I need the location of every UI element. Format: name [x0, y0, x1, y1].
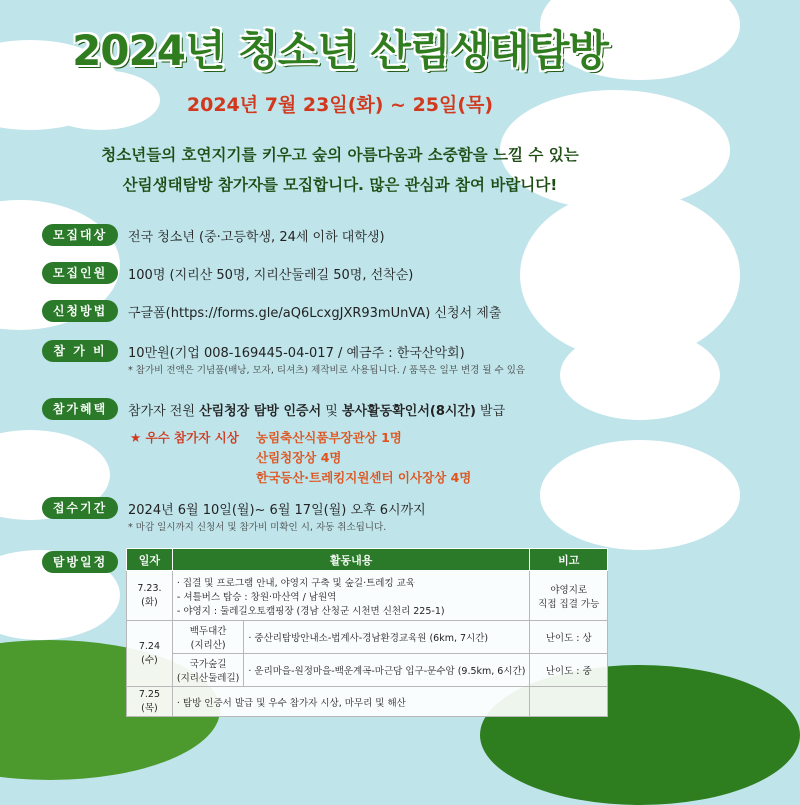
note-line: 야영지로	[550, 584, 588, 596]
day-date: 7.23.	[137, 583, 162, 594]
award-item: 산림청장상 4명	[256, 450, 342, 465]
header-note: 비고	[530, 549, 608, 571]
day-weekday: (목)	[141, 703, 158, 714]
content-line: · 중산리탐방안내소-법계사-경남환경교육원 (6km, 7시간)	[248, 633, 489, 644]
day-date: 7.25	[138, 689, 161, 700]
content-line: - 야영지 : 둘레길오토캠핑장 (경남 산청군 시천면 신천리 225-1)	[176, 605, 445, 617]
intro-text	[40, 140, 640, 200]
cloud	[560, 330, 720, 420]
day-cell	[127, 687, 173, 717]
section-value: 전국 청소년 (중·고등학생, 24세 이하 대학생)	[128, 230, 385, 245]
benefit-text: 및	[321, 404, 342, 419]
note-line: 난이도 : 중	[545, 666, 592, 677]
award-title: ★ 우수 참가자 시상	[130, 430, 239, 445]
day-weekday: (수)	[141, 655, 158, 666]
content-cell	[172, 571, 530, 621]
benefit-volunteer: 봉사활동확인서(8시간)	[341, 404, 476, 419]
section-label: 참 가 비	[42, 340, 118, 362]
table-row	[127, 654, 608, 687]
section-label: 모집인원	[42, 262, 118, 284]
header-content: 활동내용	[172, 549, 530, 571]
section-label: 참가혜택	[42, 398, 118, 420]
table-row	[127, 621, 608, 654]
intro-line: 청소년들의 호연지기를 키우고 숲의 아름다움과 소중함을 느낄 수 있는	[101, 146, 579, 164]
section-value: 100명 (지리산 50명, 지리산둘레길 50명, 선착순)	[128, 268, 414, 283]
cloud	[540, 440, 740, 550]
table-row	[127, 571, 608, 621]
section-label: 탐방일정	[42, 551, 118, 573]
note-cell	[530, 571, 608, 621]
day-weekday: (화)	[141, 597, 158, 608]
section-value: 구글폼(https://forms.gle/aQ6LcxgJXR93mUnVA) 신청서 제출	[128, 306, 502, 321]
section-value: 2024년 6월 10일(월)~ 6월 17일(월) 오후 6시까지	[128, 503, 426, 518]
section-label: 모집대상	[42, 224, 118, 246]
content-line: · 집결 및 프로그램 안내, 야영지 구축 및 숲길·트레킹 교육	[176, 577, 416, 589]
content-line: · 운리마을-원정마을-백운계곡-마근담 입구-문수암 (9.5km, 6시간)	[248, 666, 526, 677]
table-row	[127, 687, 608, 717]
section-note: * 마감 일시까지 신청서 및 참가비 미확인 시, 자동 취소됩니다.	[128, 522, 387, 533]
route-line: 국가숲길	[189, 659, 227, 670]
route-line: (지리산)	[190, 640, 226, 651]
note-cell	[530, 687, 608, 717]
section-value: 10만원(기업 008-169445-04-017 / 예금주 : 한국산악회)	[128, 346, 465, 361]
content-cell	[244, 654, 530, 687]
content-line: · 탐방 인증서 발급 및 우수 참가자 시상, 마무리 및 해산	[176, 697, 406, 709]
route-cell	[172, 621, 243, 654]
benefit-text: 참가자 전원	[128, 404, 200, 419]
section-label: 신청방법	[42, 300, 118, 322]
day-cell	[127, 571, 173, 621]
benefit-certificate: 산림청장 탐방 인증서	[199, 404, 322, 419]
route-line: 백두대간	[189, 626, 227, 637]
note-line: 난이도 : 상	[545, 633, 592, 644]
content-cell	[172, 687, 530, 717]
section-value	[128, 400, 505, 419]
intro-line: 산림생태탐방 참가자를 모집합니다. 많은 관심과 참여 바랍니다!	[122, 176, 558, 194]
schedule-table	[126, 548, 608, 717]
section-label: 접수기간	[42, 497, 118, 519]
award-item: 농림축산식품부장관상 1명	[256, 430, 402, 445]
content-line: - 셔틀버스 탑승 : 창원·마산역 / 남원역	[176, 591, 337, 603]
section-note: * 참가비 전액은 기념품(배낭, 모자, 티셔츠) 제작비로 사용됩니다. / 품목은 일부 변경 될 수 있음	[128, 365, 526, 376]
day-date: 7.24	[138, 641, 161, 652]
route-cell	[172, 654, 243, 687]
page-title: 2024년 청소년 산림생태탐방	[72, 26, 608, 75]
route-line: (지리산둘레길)	[176, 673, 240, 684]
table-header-row	[127, 549, 608, 571]
header-day: 일자	[127, 549, 173, 571]
note-cell	[530, 621, 608, 654]
day-cell	[127, 621, 173, 687]
note-line: 직접 집결 가능	[538, 598, 600, 610]
award-item: 한국등산·트레킹지원센터 이사장상 4명	[256, 470, 472, 485]
content-cell	[244, 621, 530, 654]
benefit-text: 발급	[475, 404, 506, 419]
event-date: 2024년 7월 23일(화) ~ 25일(목)	[186, 94, 494, 116]
note-cell	[530, 654, 608, 687]
